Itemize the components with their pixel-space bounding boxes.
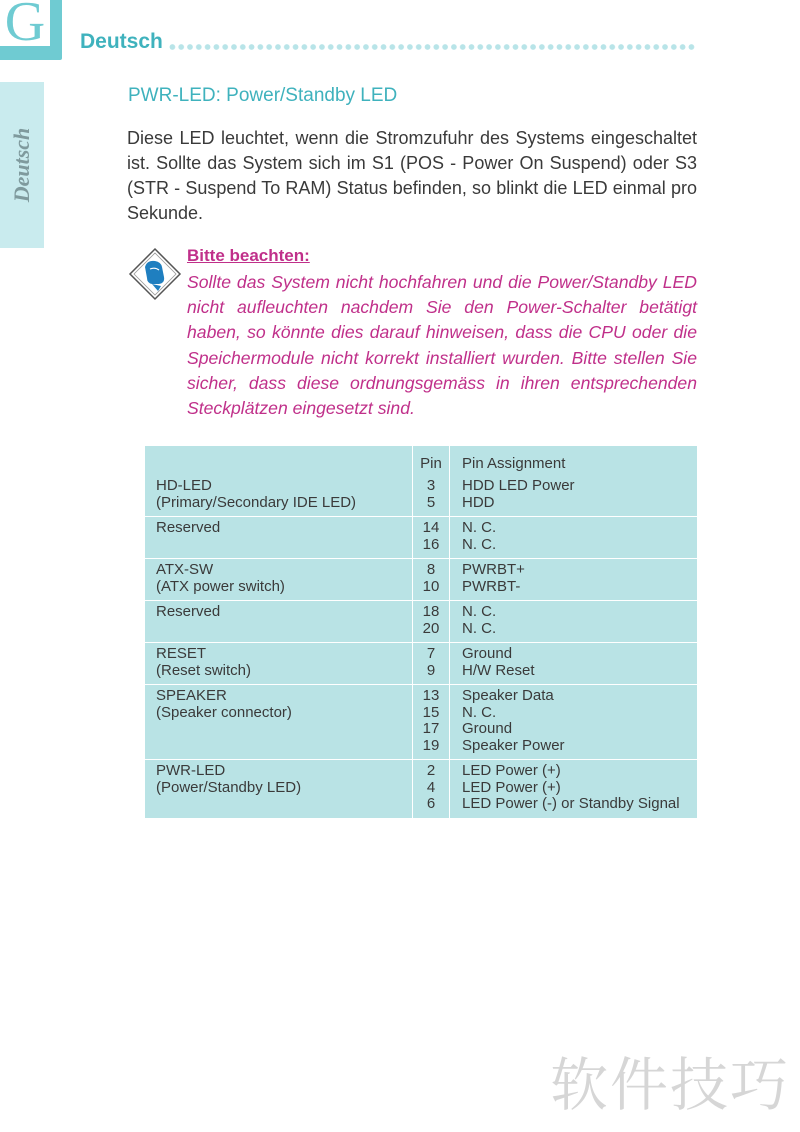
connector-cell: [145, 601, 413, 643]
pin-assignment: N. C.: [462, 703, 497, 721]
connector-name: HD-LED: [156, 477, 212, 494]
side-tab-label: Deutsch: [9, 127, 34, 203]
connector-description: (Reset switch): [156, 661, 252, 679]
table-row: [145, 475, 697, 517]
pin-assignment: N. C.: [462, 603, 497, 620]
connector-cell: [145, 559, 413, 601]
connector-name: Reserved: [156, 603, 221, 620]
pin-assignment: N. C.: [462, 619, 497, 637]
hand-note-icon: [128, 247, 182, 301]
pin-assignment: PWRBT-: [462, 577, 521, 595]
connector-name: SPEAKER: [156, 687, 227, 704]
table-row: [145, 685, 697, 760]
pin-number: 9: [426, 661, 436, 679]
pin-cell: [413, 559, 450, 601]
pin-assignment: Ground: [462, 645, 513, 662]
table-row: [145, 643, 697, 685]
assignment-cell: [450, 517, 698, 559]
table-row: [145, 760, 697, 818]
pin-cell: [413, 685, 450, 760]
pin-cell: [413, 601, 450, 643]
pin-assignment: PWRBT+: [462, 561, 525, 578]
pin-number: 14: [422, 519, 440, 536]
corner-tab: [0, 0, 62, 60]
pin-number: 20: [422, 619, 440, 637]
connector-cell: [145, 643, 413, 685]
corner-letter: G: [0, 0, 50, 46]
pin-number: 19: [422, 736, 440, 754]
side-language-tab: [0, 82, 44, 248]
connector-description: (Primary/Secondary IDE LED): [156, 493, 357, 511]
pin-number: 6: [426, 795, 436, 812]
pin-assignment: N. C.: [462, 519, 497, 536]
pin-assignment: Speaker Power: [462, 736, 565, 754]
pin-number: 7: [426, 645, 436, 662]
assignment-cell: [450, 685, 698, 760]
pin-assignment: Speaker Data: [462, 687, 554, 704]
table-row: [145, 601, 697, 643]
pin-number: 4: [426, 778, 436, 796]
pin-assignment: HDD LED Power: [462, 477, 575, 494]
connector-name: RESET: [156, 645, 207, 662]
header-connector: [145, 446, 413, 475]
connector-cell: [145, 517, 413, 559]
table-row: [145, 517, 697, 559]
pin-assignment: LED Power (-) or Standby Signal: [462, 795, 680, 812]
pin-cell: [413, 475, 450, 517]
assignment-cell: [450, 601, 698, 643]
pin-number: 13: [422, 687, 440, 704]
pin-assignment-table: [145, 446, 697, 818]
pin-number: 10: [422, 577, 440, 595]
watermark: 软件技巧: [549, 1051, 790, 1119]
pin-number: 15: [422, 703, 440, 721]
table-header-row: [145, 446, 697, 475]
connector-cell: [145, 685, 413, 760]
note-title: Bitte beachten:: [187, 246, 310, 265]
connector-description: (Speaker connector): [156, 703, 292, 721]
pin-assignment: LED Power (+): [462, 762, 561, 779]
pin-assignment: Ground: [462, 720, 513, 737]
assignment-cell: [450, 559, 698, 601]
pin-number: 5: [426, 493, 436, 511]
table-row: [145, 559, 697, 601]
header-pin: Pin: [413, 446, 450, 475]
pin-number: 3: [426, 477, 436, 494]
intro-paragraph: Diese LED leuchtet, wenn die Stromzufuhr des Systems eingeschaltet ist. Sollte das System sich im S1 (POS - Power On Suspend) oder S3 (STR - Suspend To RAM) Status befinden, so blinkt die LED einmal pro Sekunde.: [127, 128, 697, 223]
note-text: Sollte das System nicht hochfahren und die Power/Standby LED nicht aufleuchten nachdem Sie den Power-Schalter betätigt haben, so könnte dies darauf hinweisen, dass die CPU oder die Speichermodule nicht korrekt installiert wurden. Bitte stellen Sie sicher, dass diese ordnungsgemäss in ihren entsprechenden Steckplätzen eingesetzt sind.: [187, 272, 697, 419]
connector-cell: [145, 475, 413, 517]
pin-number: 8: [426, 561, 436, 578]
connector-name: ATX-SW: [156, 561, 214, 578]
pin-number: 16: [422, 535, 440, 553]
assignment-cell: [450, 475, 698, 517]
connector-description: (Power/Standby LED): [156, 778, 302, 796]
connector-name: Reserved: [156, 519, 221, 536]
pin-assignment: N. C.: [462, 535, 497, 553]
pin-cell: [413, 517, 450, 559]
header-dotted-rule: [168, 43, 696, 51]
pin-cell: [413, 643, 450, 685]
pin-cell: [413, 760, 450, 818]
connector-description: (ATX power switch): [156, 577, 285, 595]
header-pin-assignment: Pin Assignment: [462, 455, 566, 472]
assignment-cell: [450, 760, 698, 818]
assignment-cell: [450, 643, 698, 685]
page-header-title: Deutsch: [80, 30, 163, 53]
pin-number: 2: [426, 762, 436, 779]
section-heading: PWR-LED: Power/Standby LED: [128, 85, 398, 106]
pin-assignment: HDD: [462, 493, 495, 511]
pin-assignment: LED Power (+): [462, 778, 561, 796]
pin-number: 18: [422, 603, 440, 620]
pin-number: 17: [422, 720, 440, 737]
connector-cell: [145, 760, 413, 818]
pin-assignment: H/W Reset: [462, 661, 535, 679]
connector-name: PWR-LED: [156, 762, 226, 779]
